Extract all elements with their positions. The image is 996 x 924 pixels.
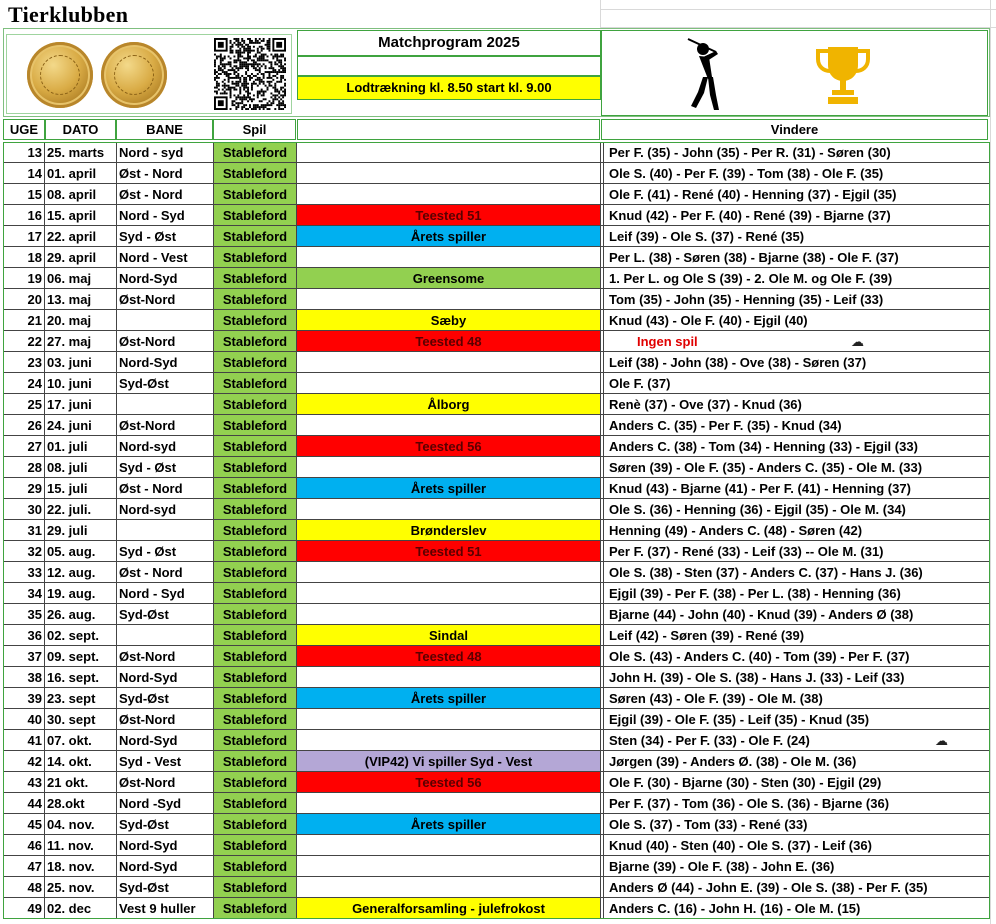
cell-dato: 22. april — [45, 226, 117, 247]
cell-spil: Stableford — [214, 541, 297, 562]
cell-event — [297, 667, 601, 688]
cell-spil: Stableford — [214, 688, 297, 709]
cell-spil: Stableford — [214, 310, 297, 331]
table-row — [3, 352, 990, 373]
cell-uge: 44 — [3, 793, 45, 814]
cell-uge: 41 — [3, 730, 45, 751]
cell-vindere: John H. (39) - Ole S. (38) - Hans J. (33) - Leif (33) — [604, 667, 990, 688]
cell-dato: 09. sept. — [45, 646, 117, 667]
cell-bane: Syd - Øst — [117, 226, 214, 247]
cell-event — [297, 142, 601, 163]
cell-spil: Stableford — [214, 646, 297, 667]
cell-vindere: Knud (43) - Bjarne (41) - Per F. (41) - Henning (37) — [604, 478, 990, 499]
cell-spil: Stableford — [214, 898, 297, 919]
cell-uge: 48 — [3, 877, 45, 898]
cell-bane — [117, 394, 214, 415]
cell-event: Brønderslev — [297, 520, 601, 541]
cell-uge: 30 — [3, 499, 45, 520]
blank-cell — [297, 56, 601, 76]
cell-event — [297, 415, 601, 436]
cell-vindere: Bjarne (39) - Ole F. (38) - John E. (36) — [604, 856, 990, 877]
cell-dato: 25. marts — [45, 142, 117, 163]
cell-vindere: Jørgen (39) - Anders Ø. (38) - Ole M. (36) — [604, 751, 990, 772]
cell-spil: Stableford — [214, 667, 297, 688]
cell-spil: Stableford — [214, 625, 297, 646]
table-row — [3, 142, 990, 163]
cell-vindere: Per F. (37) - René (33) - Leif (33) -- Ole M. (31) — [604, 541, 990, 562]
cell-vindere: Anders C. (38) - Tom (34) - Henning (33) - Ejgil (33) — [604, 436, 990, 457]
cell-bane: Øst - Nord — [117, 562, 214, 583]
col-header-bane: BANE — [116, 119, 213, 140]
cell-uge: 26 — [3, 415, 45, 436]
cell-bane: Nord - Vest — [117, 247, 214, 268]
cell-bane — [117, 625, 214, 646]
cell-uge: 45 — [3, 814, 45, 835]
cell-spil: Stableford — [214, 583, 297, 604]
cell-vindere: Anders C. (35) - Per F. (35) - Knud (34) — [604, 415, 990, 436]
cell-uge: 25 — [3, 394, 45, 415]
cell-bane: Nord-syd — [117, 499, 214, 520]
cell-uge: 23 — [3, 352, 45, 373]
cell-bane: Nord-Syd — [117, 667, 214, 688]
cell-bane: Nord -Syd — [117, 793, 214, 814]
col-header-spil: Spil — [213, 119, 296, 140]
cell-event — [297, 835, 601, 856]
cell-dato: 13. maj — [45, 289, 117, 310]
cell-vindere: Ole S. (43) - Anders C. (40) - Tom (39) - Per F. (37) — [604, 646, 990, 667]
cell-dato: 08. april — [45, 184, 117, 205]
cell-spil: Stableford — [214, 856, 297, 877]
cell-uge: 29 — [3, 478, 45, 499]
cell-uge: 49 — [3, 898, 45, 919]
cell-bane: Syd-Øst — [117, 604, 214, 625]
cell-event: Ålborg — [297, 394, 601, 415]
cell-spil: Stableford — [214, 373, 297, 394]
cell-vindere: Anders C. (16) - John H. (16) - Ole M. (15) — [604, 898, 990, 919]
cell-event — [297, 583, 601, 604]
golfer-icon — [682, 37, 730, 113]
cell-uge: 42 — [3, 751, 45, 772]
cell-dato: 22. juli. — [45, 499, 117, 520]
cell-spil: Stableford — [214, 751, 297, 772]
cell-spil: Stableford — [214, 352, 297, 373]
cell-dato: 27. maj — [45, 331, 117, 352]
cell-dato: 29. juli — [45, 520, 117, 541]
table-row — [3, 709, 990, 730]
cell-uge: 40 — [3, 709, 45, 730]
cell-vindere: Ole S. (36) - Henning (36) - Ejgil (35) - Ole M. (34) — [604, 499, 990, 520]
table-row — [3, 856, 990, 877]
table-row — [3, 163, 990, 184]
table-row — [3, 730, 990, 751]
cell-uge: 18 — [3, 247, 45, 268]
table-row — [3, 289, 990, 310]
cell-event — [297, 184, 601, 205]
cell-bane: Øst-Nord — [117, 331, 214, 352]
cell-vindere: 1. Per L. og Ole S (39) - 2. Ole M. og Ole F. (39) — [604, 268, 990, 289]
rain-cloud-icon: ☁ — [935, 733, 948, 748]
col-header-dato: DATO — [45, 119, 116, 140]
cell-spil: Stableford — [214, 457, 297, 478]
cell-uge: 37 — [3, 646, 45, 667]
cell-spil: Stableford — [214, 877, 297, 898]
cell-dato: 08. juli — [45, 457, 117, 478]
cell-spil: Stableford — [214, 520, 297, 541]
cell-event — [297, 793, 601, 814]
cell-vindere: Per F. (37) - Tom (36) - Ole S. (36) - Bjarne (36) — [604, 793, 990, 814]
cell-vindere: Ole S. (37) - Tom (33) - René (33) — [604, 814, 990, 835]
table-row — [3, 478, 990, 499]
cell-event: Teested 51 — [297, 205, 601, 226]
cell-bane: Syd-Øst — [117, 373, 214, 394]
cell-event — [297, 247, 601, 268]
sheet-gridline — [990, 0, 991, 924]
cell-bane: Nord-Syd — [117, 835, 214, 856]
match-program-title: Matchprogram 2025 — [297, 30, 601, 56]
cell-vindere: Bjarne (44) - John (40) - Knud (39) - Anders Ø (38) — [604, 604, 990, 625]
cell-dato: 21 okt. — [45, 772, 117, 793]
cell-event: Teested 48 — [297, 646, 601, 667]
col-header-uge: UGE — [3, 119, 45, 140]
cell-uge: 43 — [3, 772, 45, 793]
cell-bane: Øst-Nord — [117, 709, 214, 730]
lodtraekning-note: Lodtrækning kl. 8.50 start kl. 9.00 — [297, 76, 601, 100]
cell-dato: 05. aug. — [45, 541, 117, 562]
cell-spil: Stableford — [214, 793, 297, 814]
cell-vindere: Ole F. (30) - Bjarne (30) - Sten (30) - Ejgil (29) — [604, 772, 990, 793]
cell-event: Sindal — [297, 625, 601, 646]
table-row — [3, 898, 990, 919]
cell-spil: Stableford — [214, 478, 297, 499]
cell-bane: Syd-Øst — [117, 688, 214, 709]
table-row — [3, 772, 990, 793]
trophy-icon — [814, 43, 872, 107]
cell-vindere: Sten (34) - Per F. (33) - Ole F. (24) — [604, 730, 990, 751]
table-row — [3, 520, 990, 541]
cell-dato: 10. juni — [45, 373, 117, 394]
cell-dato: 18. nov. — [45, 856, 117, 877]
table-row — [3, 226, 990, 247]
cell-dato: 07. okt. — [45, 730, 117, 751]
table-row — [3, 835, 990, 856]
cell-dato: 15. april — [45, 205, 117, 226]
table-row — [3, 394, 990, 415]
cell-uge: 19 — [3, 268, 45, 289]
cell-uge: 24 — [3, 373, 45, 394]
cell-event: Teested 51 — [297, 541, 601, 562]
cell-event — [297, 289, 601, 310]
qr-code-icon[interactable] — [213, 38, 287, 110]
cell-dato: 04. nov. — [45, 814, 117, 835]
cell-event: (VIP42) Vi spiller Syd - Vest — [297, 751, 601, 772]
cell-spil: Stableford — [214, 268, 297, 289]
cell-bane: Syd-Øst — [117, 814, 214, 835]
cell-vindere: Ole S. (40) - Per F. (39) - Tom (38) - Ole F. (35) — [604, 163, 990, 184]
cell-event — [297, 709, 601, 730]
cell-uge: 47 — [3, 856, 45, 877]
cell-spil: Stableford — [214, 184, 297, 205]
page-title: Tierklubben — [8, 2, 129, 27]
cell-uge: 39 — [3, 688, 45, 709]
cell-uge: 28 — [3, 457, 45, 478]
cell-bane — [117, 520, 214, 541]
cell-uge: 16 — [3, 205, 45, 226]
sheet-gridline — [600, 0, 601, 28]
table-row — [3, 667, 990, 688]
table-row — [3, 751, 990, 772]
table-row — [3, 793, 990, 814]
cell-uge: 14 — [3, 163, 45, 184]
table-row — [3, 499, 990, 520]
cell-bane: Nord-Syd — [117, 856, 214, 877]
cell-dato: 02. dec — [45, 898, 117, 919]
cell-bane: Øst-Nord — [117, 646, 214, 667]
cell-spil: Stableford — [214, 142, 297, 163]
cell-spil: Stableford — [214, 730, 297, 751]
cell-vindere: Ingen spil — [604, 331, 990, 352]
cell-spil: Stableford — [214, 394, 297, 415]
cell-bane: Nord - syd — [117, 142, 214, 163]
cell-event — [297, 877, 601, 898]
cell-bane: Nord-Syd — [117, 352, 214, 373]
cell-event — [297, 856, 601, 877]
cell-event: Årets spiller — [297, 688, 601, 709]
rain-cloud-icon: ☁ — [851, 334, 864, 349]
cell-vindere: Ejgil (39) - Per F. (38) - Per L. (38) - Henning (36) — [604, 583, 990, 604]
cell-vindere: Knud (40) - Sten (40) - Ole S. (37) - Leif (36) — [604, 835, 990, 856]
table-row — [3, 814, 990, 835]
cell-bane: Nord-Syd — [117, 268, 214, 289]
cell-dato: 19. aug. — [45, 583, 117, 604]
table-row — [3, 583, 990, 604]
cell-vindere: Leif (38) - John (38) - Ove (38) - Søren (37) — [604, 352, 990, 373]
cell-dato: 06. maj — [45, 268, 117, 289]
cell-uge: 46 — [3, 835, 45, 856]
table-row — [3, 562, 990, 583]
cell-vindere: Renè (37) - Ove (37) - Knud (36) — [604, 394, 990, 415]
cell-uge: 34 — [3, 583, 45, 604]
cell-event: Generalforsamling - julefrokost — [297, 898, 601, 919]
cell-uge: 22 — [3, 331, 45, 352]
icons-box — [601, 30, 988, 116]
cell-event — [297, 352, 601, 373]
cell-vindere: Knud (42) - Per F. (40) - René (39) - Bjarne (37) — [604, 205, 990, 226]
cell-dato: 29. april — [45, 247, 117, 268]
cell-event: Teested 48 — [297, 331, 601, 352]
cell-event: Årets spiller — [297, 226, 601, 247]
cell-uge: 35 — [3, 604, 45, 625]
cell-spil: Stableford — [214, 247, 297, 268]
table-row — [3, 415, 990, 436]
cell-dato: 24. juni — [45, 415, 117, 436]
coin-icon — [101, 42, 167, 108]
cell-bane: Syd-Øst — [117, 877, 214, 898]
cell-spil: Stableford — [214, 436, 297, 457]
cell-spil: Stableford — [214, 289, 297, 310]
cell-bane: Vest 9 huller — [117, 898, 214, 919]
cell-dato: 01. juli — [45, 436, 117, 457]
cell-vindere: Ole S. (38) - Sten (37) - Anders C. (37) - Hans J. (36) — [604, 562, 990, 583]
cell-bane: Syd - Øst — [117, 541, 214, 562]
cell-event: Greensome — [297, 268, 601, 289]
cell-spil: Stableford — [214, 163, 297, 184]
cell-event: Teested 56 — [297, 772, 601, 793]
cell-bane: Øst-Nord — [117, 289, 214, 310]
table-row — [3, 625, 990, 646]
cell-event — [297, 457, 601, 478]
coin-icon — [27, 42, 93, 108]
cell-spil: Stableford — [214, 814, 297, 835]
cell-uge: 33 — [3, 562, 45, 583]
cell-uge: 38 — [3, 667, 45, 688]
cell-spil: Stableford — [214, 562, 297, 583]
cell-uge: 21 — [3, 310, 45, 331]
cell-spil: Stableford — [214, 415, 297, 436]
cell-uge: 27 — [3, 436, 45, 457]
cell-uge: 20 — [3, 289, 45, 310]
cell-vindere: Ole F. (37) — [604, 373, 990, 394]
cell-dato: 23. sept — [45, 688, 117, 709]
table-row — [3, 331, 990, 352]
cell-dato: 30. sept — [45, 709, 117, 730]
cell-dato: 15. juli — [45, 478, 117, 499]
cell-dato: 20. maj — [45, 310, 117, 331]
cell-dato: 14. okt. — [45, 751, 117, 772]
col-header-event — [297, 119, 600, 140]
cell-vindere: Anders Ø (44) - John E. (39) - Ole S. (38) - Per F. (35) — [604, 877, 990, 898]
cell-bane: Nord-syd — [117, 436, 214, 457]
cell-event — [297, 163, 601, 184]
sheet-gridline — [600, 9, 996, 10]
cell-spil: Stableford — [214, 331, 297, 352]
cell-vindere: Tom (35) - John (35) - Henning (35) - Leif (33) — [604, 289, 990, 310]
cell-dato: 01. april — [45, 163, 117, 184]
cell-dato: 28.okt — [45, 793, 117, 814]
cell-spil: Stableford — [214, 772, 297, 793]
table-row — [3, 268, 990, 289]
cell-spil: Stableford — [214, 205, 297, 226]
cell-dato: 25. nov. — [45, 877, 117, 898]
cell-spil: Stableford — [214, 835, 297, 856]
cell-dato: 16. sept. — [45, 667, 117, 688]
col-header-vindere: Vindere — [601, 119, 988, 140]
cell-event — [297, 604, 601, 625]
cell-spil: Stableford — [214, 709, 297, 730]
cell-bane: Øst - Nord — [117, 184, 214, 205]
cell-bane: Syd - Øst — [117, 457, 214, 478]
table-row — [3, 877, 990, 898]
cell-uge: 13 — [3, 142, 45, 163]
cell-vindere: Ole F. (41) - René (40) - Henning (37) - Ejgil (35) — [604, 184, 990, 205]
cell-spil: Stableford — [214, 226, 297, 247]
cell-dato: 17. juni — [45, 394, 117, 415]
cell-bane: Øst-Nord — [117, 415, 214, 436]
cell-vindere: Søren (39) - Ole F. (35) - Anders C. (35) - Ole M. (33) — [604, 457, 990, 478]
table-row — [3, 436, 990, 457]
cell-bane: Øst-Nord — [117, 772, 214, 793]
cell-vindere: Søren (43) - Ole F. (39) - Ole M. (38) — [604, 688, 990, 709]
cell-uge: 17 — [3, 226, 45, 247]
cell-spil: Stableford — [214, 499, 297, 520]
cell-uge: 31 — [3, 520, 45, 541]
cell-spil: Stableford — [214, 604, 297, 625]
cell-bane: Øst - Nord — [117, 478, 214, 499]
table-row — [3, 457, 990, 478]
cell-vindere: Per L. (38) - Søren (38) - Bjarne (38) - Ole F. (37) — [604, 247, 990, 268]
cell-bane: Syd - Vest — [117, 751, 214, 772]
table-row — [3, 541, 990, 562]
cell-dato: 02. sept. — [45, 625, 117, 646]
table-row — [3, 373, 990, 394]
cell-event — [297, 373, 601, 394]
cell-event: Årets spiller — [297, 814, 601, 835]
cell-event: Sæby — [297, 310, 601, 331]
table-row — [3, 247, 990, 268]
cell-dato: 11. nov. — [45, 835, 117, 856]
table-row — [3, 310, 990, 331]
cell-vindere: Ejgil (39) - Ole F. (35) - Leif (35) - Knud (35) — [604, 709, 990, 730]
cell-bane: Nord - Syd — [117, 583, 214, 604]
cell-event: Teested 56 — [297, 436, 601, 457]
cell-vindere: Leif (42) - Søren (39) - René (39) — [604, 625, 990, 646]
cell-bane — [117, 310, 214, 331]
table-row — [3, 205, 990, 226]
cell-vindere: Henning (49) - Anders C. (48) - Søren (42) — [604, 520, 990, 541]
table-row — [3, 646, 990, 667]
cell-bane: Nord-Syd — [117, 730, 214, 751]
cell-bane: Øst - Nord — [117, 163, 214, 184]
cell-event — [297, 499, 601, 520]
cell-dato: 26. aug. — [45, 604, 117, 625]
table-row — [3, 688, 990, 709]
cell-uge: 32 — [3, 541, 45, 562]
table-row — [3, 604, 990, 625]
cell-event — [297, 730, 601, 751]
cell-event: Årets spiller — [297, 478, 601, 499]
cell-uge: 36 — [3, 625, 45, 646]
cell-event — [297, 562, 601, 583]
cell-dato: 12. aug. — [45, 562, 117, 583]
cell-uge: 15 — [3, 184, 45, 205]
cell-bane: Nord - Syd — [117, 205, 214, 226]
cell-dato: 03. juni — [45, 352, 117, 373]
table-row — [3, 184, 990, 205]
cell-vindere: Knud (43) - Ole F. (40) - Ejgil (40) — [604, 310, 990, 331]
cell-vindere: Leif (39) - Ole S. (37) - René (35) — [604, 226, 990, 247]
cell-vindere: Per F. (35) - John (35) - Per R. (31) - Søren (30) — [604, 142, 990, 163]
